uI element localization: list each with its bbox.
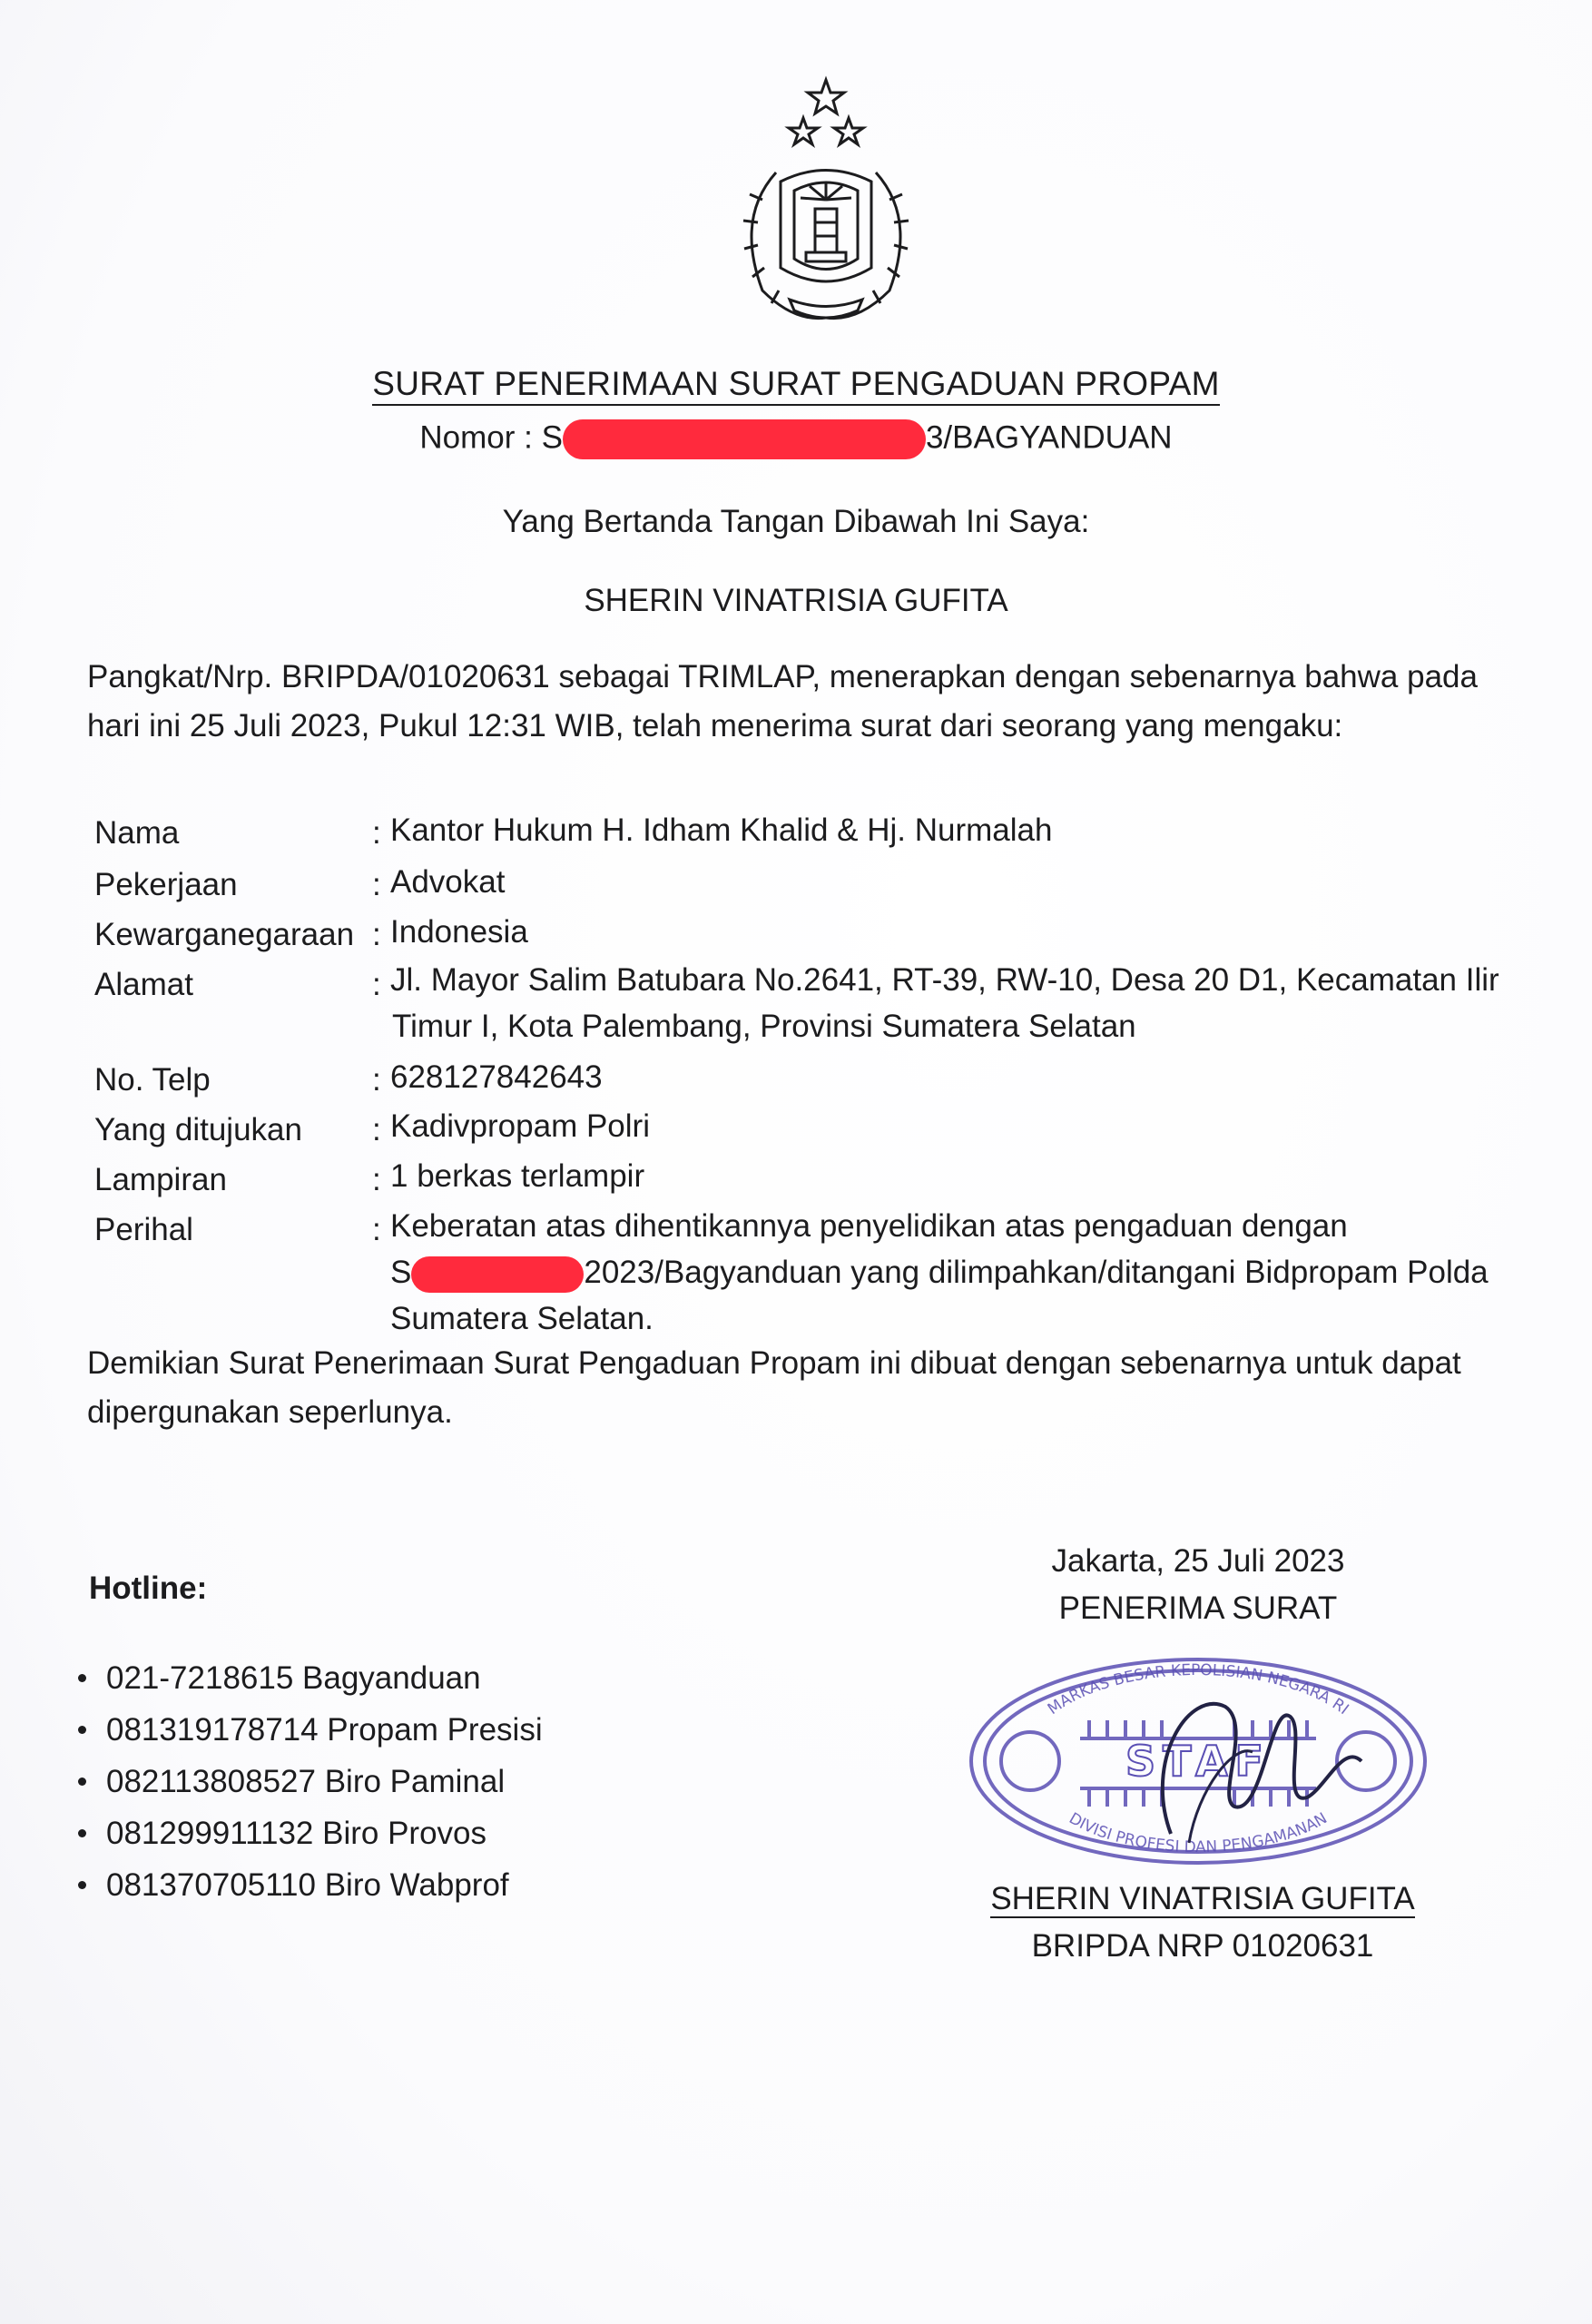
bullet-icon (78, 1829, 86, 1837)
signature-role: PENERIMA SURAT (1058, 1590, 1338, 1626)
hotline-title: Hotline: (89, 1571, 208, 1606)
field-value-alamat-line2: Timur I, Kota Palembang, Provinsi Sumatera Selatan (392, 1009, 1136, 1044)
hotline-item: 021-7218615 Bagyanduan (78, 1652, 543, 1704)
field-label-telp: No. Telp (94, 1062, 211, 1098)
perihal-line2-text: 2023/Bagyanduan yang dilimpahkan/ditangani Bidpropam Polda (584, 1255, 1489, 1290)
bullet-icon (78, 1674, 86, 1682)
field-colon: : (372, 967, 381, 1002)
field-label-nama: Nama (94, 815, 180, 851)
field-value-perihal-line3: Sumatera Selatan. (390, 1301, 654, 1336)
field-label-perihal: Perihal (94, 1212, 193, 1247)
nomor-suffix: 3/BAGYANDUAN (925, 419, 1173, 456)
signature-place-date: Jakarta, 25 Juli 2023 (1051, 1543, 1345, 1579)
field-value-pekerjaan: Advokat (390, 864, 506, 900)
nomor-label: Nomor : S (419, 419, 563, 456)
field-value-perihal: Keberatan atas dihentikannya penyelidikan atas pengaduan dengan (390, 1208, 1348, 1244)
field-label-pekerjaan: Pekerjaan (94, 867, 238, 902)
field-colon: : (372, 1112, 381, 1147)
hotline-item: 081319178714 Propam Presisi (78, 1704, 543, 1756)
intro-line: Yang Bertanda Tangan Dibawah Ini Saya: (502, 504, 1090, 539)
field-value-telp: 628127842643 (390, 1059, 603, 1095)
police-crest-icon (708, 73, 944, 345)
svg-text:DIVISI PROFESI DAN PENGAMANAN (1066, 1809, 1331, 1856)
field-label-alamat: Alamat (94, 967, 193, 1002)
field-value-perihal-line2 (390, 1250, 1534, 1295)
paragraph-line-2: hari ini 25 Juli 2023, Pukul 12:31 WIB, telah menerima surat dari seorang yang mengaku: (87, 708, 1343, 743)
bullet-icon (78, 1881, 86, 1889)
hotline-item: 082113808527 Biro Paminal (78, 1756, 543, 1807)
field-colon: : (372, 1162, 381, 1197)
bullet-icon (78, 1777, 86, 1786)
field-value-kewarganegaraan: Indonesia (390, 914, 528, 950)
document-number (0, 419, 1592, 459)
field-colon: : (372, 867, 381, 902)
field-value-lampiran: 1 berkas terlampir (390, 1158, 645, 1194)
field-colon: : (372, 917, 381, 952)
stamp-bottom-text: DIVISI PROFESI DAN PENGAMANAN (1066, 1809, 1331, 1857)
signature-name: SHERIN VINATRISIA GUFITA (990, 1881, 1415, 1916)
perihal-prefix: S (390, 1255, 412, 1290)
redaction-mark (563, 419, 926, 459)
redaction-mark (411, 1256, 584, 1293)
field-colon: : (372, 815, 381, 851)
closing-line-1: Demikian Surat Penerimaan Surat Pengaduan Propam ini dibuat dengan sebenarnya untuk dapat (87, 1345, 1461, 1381)
hotline-list (78, 1652, 543, 1911)
field-label-kewarganegaraan: Kewarganegaraan (94, 917, 355, 952)
bullet-icon (78, 1726, 86, 1734)
closing-line-2: dipergunakan seperlunya. (87, 1394, 453, 1430)
hotline-item: 081370705110 Biro Wabprof (78, 1859, 543, 1911)
hotline-item: 081299911132 Biro Provos (78, 1807, 543, 1859)
officer-name: SHERIN VINATRISIA GUFITA (584, 583, 1008, 618)
official-stamp-icon (962, 1652, 1434, 1870)
field-label-lampiran: Lampiran (94, 1162, 227, 1197)
field-value-ditujukan: Kadivpropam Polri (390, 1108, 650, 1144)
paragraph-line-1: Pangkat/Nrp. BRIPDA/01020631 sebagai TRIMLAP, menerapkan dengan sebenarnya bahwa pada (87, 659, 1478, 694)
stamp-center-text: STAF (1125, 1737, 1271, 1786)
field-label-ditujukan: Yang ditujukan (94, 1112, 302, 1147)
signature-nrp: BRIPDA NRP 01020631 (1031, 1928, 1374, 1964)
field-colon: : (372, 1062, 381, 1098)
field-value-alamat: Jl. Mayor Salim Batubara No.2641, RT-39, RW-10, Desa 20 D1, Kecamatan Ilir (390, 962, 1499, 998)
stamp-top-text: MARKAS BESAR KEPOLISIAN NEGARA RI (1044, 1660, 1352, 1719)
field-value-nama: Kantor Hukum H. Idham Khalid & Hj. Nurmalah (390, 812, 1053, 848)
field-colon: : (372, 1212, 381, 1247)
document-title: SURAT PENERIMAAN SURAT PENGADUAN PROPAM (0, 365, 1592, 403)
